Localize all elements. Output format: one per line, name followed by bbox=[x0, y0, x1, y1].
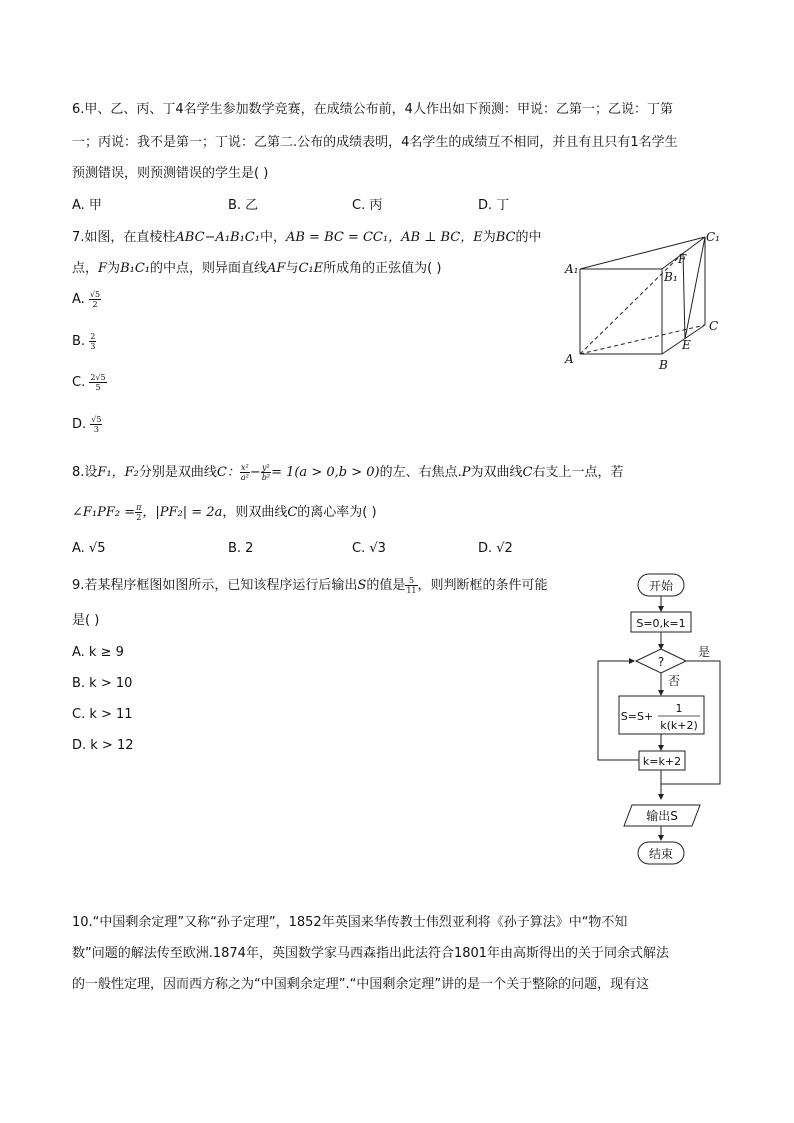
q9-option-d: D. k > 12 bbox=[72, 738, 134, 753]
flow-update-num: 1 bbox=[675, 702, 683, 715]
q7-option-b: B. $\frac{2}{3}$ bbox=[72, 332, 96, 351]
flow-end-label: 结束 bbox=[648, 847, 674, 861]
q6-line3: 预测错误，则预测错误的学生是( ) bbox=[72, 166, 269, 181]
flow-output-label: 输出S bbox=[646, 809, 678, 823]
q10-line3: 的一般性定理，因而西方称之为“中国剩余定理”.“中国剩余定理”讲的是一个关于整除的问题，现有这 bbox=[72, 977, 650, 992]
q7-option-a: A. $\frac{√5}{2}$ bbox=[72, 290, 101, 309]
q9-option-b: B. k > 10 bbox=[72, 676, 133, 691]
q10-line1: 10.“中国剩余定理”又称“孙子定理”，1852年英国来华传教士伟烈亚利将《孙子算法》中“物不知 bbox=[72, 915, 628, 930]
q7-line1: 7.如图，在直棱柱ABC−A₁B₁C₁中，AB = BC = CC₁，AB ⊥ BC，E为BC的中 bbox=[72, 230, 542, 245]
q9-line1: 9.若某程序框图如图所示，已知该程序运行后输出S的值是 $\frac{5}{11}$ ，则判断框的条件可能 bbox=[72, 576, 548, 595]
q8-option-d: D. √2 bbox=[478, 541, 513, 556]
flow-no-label: 否 bbox=[667, 674, 681, 688]
label-e: E bbox=[682, 338, 691, 352]
flow-update-k-label: k=k+2 bbox=[642, 755, 682, 768]
segment-af bbox=[580, 253, 683, 354]
label-f: F bbox=[678, 252, 687, 266]
q6-option-a: A. 甲 bbox=[72, 198, 102, 213]
label-c1: C₁ bbox=[706, 230, 720, 244]
flow-yes-label: 是 bbox=[697, 645, 711, 659]
q9-option-c: C. k > 11 bbox=[72, 707, 133, 722]
q7-option-d: D. $\frac{√5}{3}$ bbox=[72, 415, 102, 434]
q8-option-b: B. 2 bbox=[228, 541, 254, 556]
q9-line2: 是( ) bbox=[72, 613, 100, 628]
q8-option-a: A. √5 bbox=[72, 541, 106, 556]
flow-cond-label: ? bbox=[657, 655, 665, 669]
flow-start-label: 开始 bbox=[648, 579, 674, 593]
label-b: B bbox=[659, 358, 668, 372]
flowchart bbox=[590, 568, 730, 870]
q6-line1: 6.甲、乙、丙、丁4名学生参加数学竞赛，在成绩公布前，4人作出如下预测：甲说：乙第一；乙说：丁第 bbox=[72, 102, 673, 117]
q6-option-c: C. 丙 bbox=[352, 198, 383, 213]
q7-option-c: C. $\frac{2√5}{5}$ bbox=[72, 373, 106, 392]
label-a1: A₁ bbox=[565, 262, 579, 276]
q8-option-c: C. √3 bbox=[352, 541, 386, 556]
label-a: A bbox=[565, 352, 574, 366]
flow-init-label: S=0,k=1 bbox=[636, 617, 686, 630]
q7-line2: 点，F为B₁C₁的中点，则异面直线AF与C₁E所成角的正弦值为( ) bbox=[72, 261, 442, 276]
label-c: C bbox=[709, 319, 719, 333]
label-b1: B₁ bbox=[664, 270, 678, 284]
q8-line2: ∠F₁PF₂ = $\frac{\pi}{2}$ ，|PF₂| = 2a，则双曲线C的离心率为( ) bbox=[72, 503, 377, 522]
flow-update-den: k(k+2) bbox=[660, 719, 698, 732]
q10-line2: 数”问题的解法传至欧洲.1874年，英国数学家马西森指出此法符合1801年由高斯得出的关于同余式解法 bbox=[72, 946, 670, 961]
q9-option-a: A. k ≥ 9 bbox=[72, 645, 124, 660]
q6-option-d: D. 丁 bbox=[478, 198, 510, 213]
q6-option-b: B. 乙 bbox=[228, 198, 259, 213]
flow-update-s-label: S=S+ bbox=[620, 710, 654, 723]
segment-c1e bbox=[685, 237, 705, 339]
q6-line2: 一；丙说：我不是第一；丁说：乙第二.公布的成绩表明，4名学生的成绩互不相同，并且有且只有1名学生 bbox=[72, 135, 678, 150]
q8-line1: 8.设F₁，F₂分别是双曲线C： $\frac{\text{x²}}{\text{a²}}$ − $\frac{\text{y²}}{\text{b²}}$ = 1(a > 0,b > 0)的左、右焦点.P为双曲线C右支上一点，若 bbox=[72, 463, 624, 482]
prism-figure bbox=[555, 225, 735, 375]
